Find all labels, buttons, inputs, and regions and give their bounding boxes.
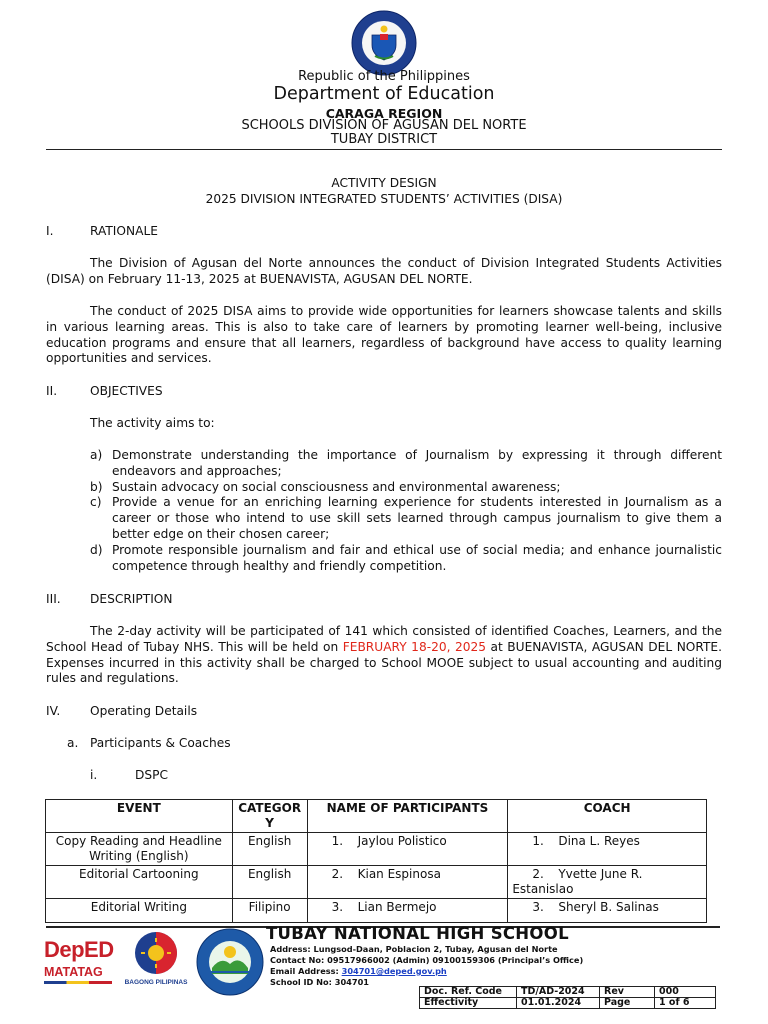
participant-cell (307, 899, 508, 923)
subsection-heading: Participants & Coaches (90, 736, 231, 750)
participant-name: Jaylou Polistico (357, 834, 447, 848)
doc-cell: Effectivity (420, 998, 517, 1009)
email-label: Email Address: (270, 966, 342, 976)
school-id: School ID No: 304701 (270, 977, 369, 987)
category-cell: Filipino (232, 899, 307, 923)
school-address: Address: Lungsod-Daan, Poblacion 2, Tubay, Agusan del Norte (270, 944, 558, 954)
category-cell: English (232, 866, 307, 899)
rationale-paragraph-2 (46, 304, 722, 367)
table-header: EVENT (46, 800, 233, 833)
coach-name: Sheryl B. Salinas (558, 900, 659, 914)
section-heading-objectives: OBJECTIVES (90, 384, 163, 398)
section-number: IV. (46, 704, 61, 718)
objectives-list (90, 448, 722, 574)
deped-matatag-logo (44, 938, 114, 988)
list-item-label: b) (90, 479, 103, 494)
department-title: Department of Education (273, 84, 495, 104)
objectives-intro: The activity aims to: (90, 416, 215, 430)
event-date-highlight: FEBRUARY 18-20, 2025 (342, 639, 487, 654)
table-row (420, 998, 716, 1009)
list-item (90, 495, 722, 542)
republic-text: Republic of the Philippines (298, 69, 470, 84)
rationale-p1-text: The Division of Agusan del Norte announces the conduct of Division Integrated Students Activities (DISA) on February 11-13, 2025 at BUENAVISTA, AGUSAN DEL NORTE. (46, 256, 722, 286)
list-item (90, 448, 722, 480)
row-number: 3. (532, 900, 544, 914)
participant-name: Lian Bermejo (357, 900, 437, 914)
school-email (270, 966, 447, 977)
bagong-pilipinas-text: BAGONG PILIPINAS (124, 979, 188, 986)
subsubsection-label: i. (90, 768, 98, 782)
section-number: I. (46, 224, 54, 238)
section-heading-description: DESCRIPTION (90, 592, 173, 606)
coach-cell (508, 833, 707, 866)
row-number: 2. (532, 867, 544, 881)
row-number: 2. (331, 867, 344, 881)
section-heading-rationale: RATIONALE (90, 224, 158, 238)
table-row (420, 987, 716, 998)
region-text: CARAGA REGION (325, 106, 443, 121)
doc-cell: 01.01.2024 (517, 998, 600, 1009)
participant-cell (307, 833, 508, 866)
list-item-text: Demonstrate understanding the importance of Journalism by expressing it through different endeavors and approaches; (112, 448, 722, 478)
header-divider (46, 149, 722, 150)
description-text: The 2-day activity will be participated of 141 which consisted of identified Coaches, Learners, and the School Head of Tubay NHS. This will be held on (46, 624, 722, 654)
district-text: TUBAY DISTRICT (330, 132, 438, 147)
table-header-text: CATEGORY (238, 801, 302, 830)
table-header: COACH (508, 800, 707, 833)
matatag-logo-text: MATATAG (44, 965, 103, 979)
table-row (46, 899, 707, 923)
rationale-paragraph-1 (46, 256, 722, 288)
division-text: SCHOOLS DIVISION OF AGUSAN DEL NORTE (241, 118, 527, 133)
section-number: III. (46, 592, 61, 606)
list-item-label: c) (90, 495, 102, 510)
event-cell: Editorial Writing (46, 899, 233, 923)
table-row (46, 866, 707, 899)
category-cell: English (232, 833, 307, 866)
doc-cell: Page (600, 998, 655, 1009)
table-header: NAME OF PARTICIPANTS (307, 800, 508, 833)
row-number: 1. (532, 834, 544, 848)
description-text-cont: at BUENAVISTA, AGUSAN DEL NORTE. Expenses incurred in this activity shall be charged to School MOOE subject to usual accounting and auditing rules and regulations. (46, 639, 722, 686)
list-item (90, 543, 722, 575)
subsection-label: a. (67, 736, 79, 750)
section-number: II. (46, 384, 58, 398)
logo-stripe (44, 981, 112, 984)
bagong-pilipinas-logo (120, 930, 192, 988)
school-contact: Contact No: 09517966002 (Admin) 09100159306 (Principal’s Office) (270, 955, 584, 965)
doc-cell: 1 of 6 (655, 998, 716, 1009)
coach-cell (508, 866, 707, 899)
school-name: TUBAY NATIONAL HIGH SCHOOL (266, 924, 569, 943)
doc-title-line1: ACTIVITY DESIGN (331, 176, 437, 190)
row-number: 3. (331, 900, 344, 914)
rationale-p2-text: The conduct of 2025 DISA aims to provide wide opportunities for learners showcase talents and skills in various learning areas. This is also to take care of learners by promoting learner well-being, inclusive education programs and ensure that all learners, regardless of background have access to quality learning opportunities and services. (46, 304, 722, 366)
doc-title-line2: 2025 DIVISION INTEGRATED STUDENTS’ ACTIVITIES (DISA) (205, 192, 563, 206)
section-heading-operating: Operating Details (90, 704, 198, 718)
participant-name: Kian Espinosa (357, 867, 441, 881)
doc-cell: 000 (655, 987, 716, 998)
doc-cell: Doc. Ref. Code (420, 987, 517, 998)
description-paragraph (46, 624, 722, 687)
list-item-text: Sustain advocacy on social consciousness and environmental awareness; (112, 479, 561, 494)
subsubsection-heading: DSPC (135, 768, 168, 782)
event-cell: Editorial Cartooning (46, 866, 233, 899)
event-cell: Copy Reading and Headline Writing (English) (46, 833, 233, 866)
coach-cell (508, 899, 707, 923)
coach-name: Dina L. Reyes (558, 834, 640, 848)
email-link[interactable]: 304701@deped.gov.ph (341, 966, 447, 976)
deped-seal-logo (351, 10, 417, 76)
bagong-pilipinas-emblem-icon (120, 930, 192, 976)
list-item-label: a) (90, 448, 103, 462)
participant-cell (307, 866, 508, 899)
list-item-text: Promote responsible journalism and fair and ethical use of social media; and enhance journalistic competence through healthy and friendly competition. (112, 542, 722, 573)
school-seal-logo (196, 928, 264, 996)
table-header-row (46, 800, 707, 833)
row-number: 1. (331, 834, 344, 848)
list-item-label: d) (90, 542, 103, 557)
doc-cell: Rev (600, 987, 655, 998)
participants-table (45, 799, 707, 923)
doc-cell: TD/AD-2024 (517, 987, 600, 998)
document-control-table (419, 986, 716, 1009)
coach-name: Yvette June R. Estanislao (512, 867, 643, 896)
list-item-text: Provide a venue for an enriching learning experience for students interested in Journalism as a career or those who intend to use skill sets learned through campus journalism to give them a better edge on their chosen career; (112, 495, 722, 541)
table-header (232, 800, 307, 833)
deped-logo-text: DepED (44, 937, 114, 962)
list-item (90, 480, 722, 496)
table-row (46, 833, 707, 866)
